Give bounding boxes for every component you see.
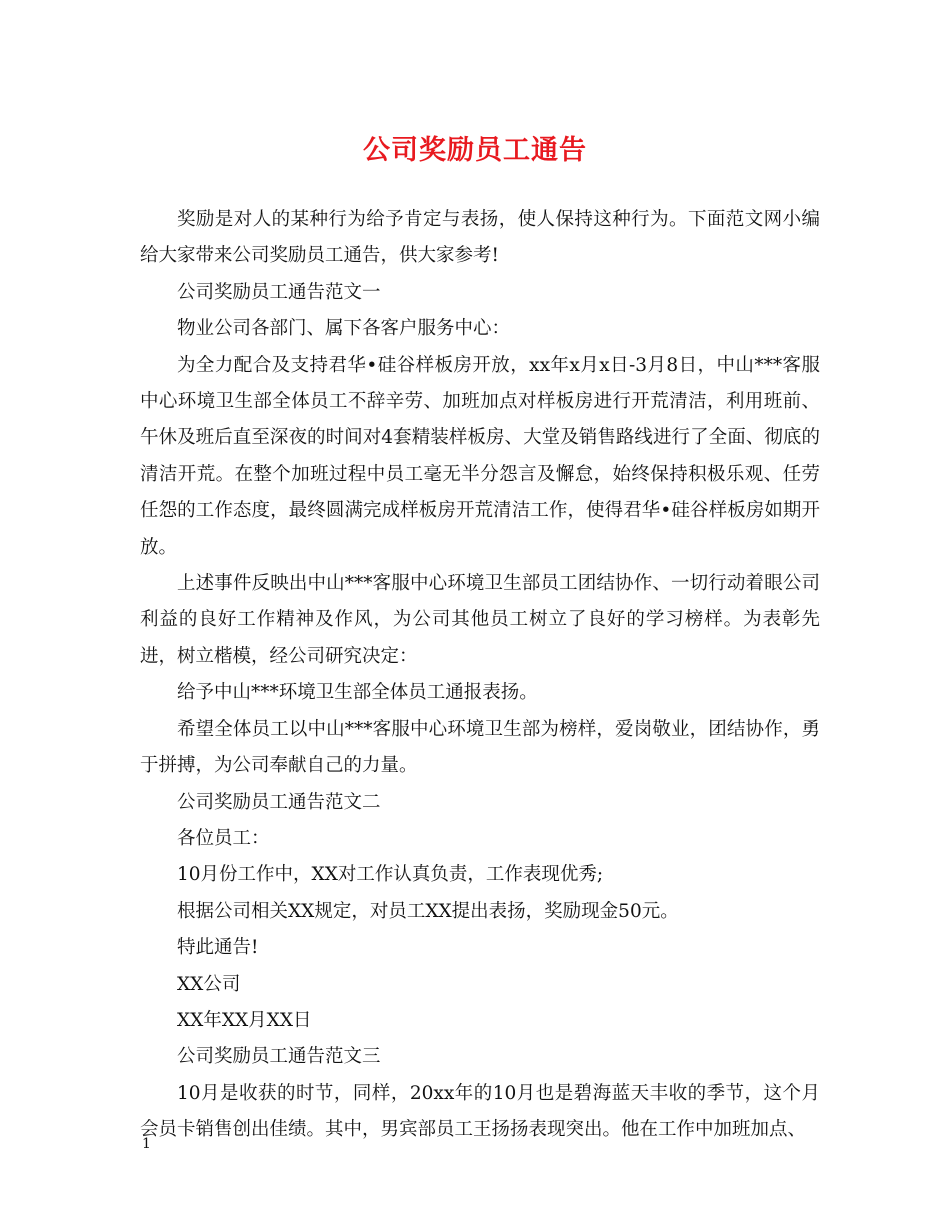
section-heading: 公司奖励员工通告范文三 — [177, 1046, 381, 1068]
salutation: 物业公司各部门、属下各客户服务中心： — [177, 318, 511, 340]
signature-date: XX年XX月XX日 — [177, 1009, 312, 1031]
signature-company: XX公司 — [177, 973, 241, 995]
paragraph: 根据公司相关XX规定，对员工XX提出表扬，奖励现金50元。 — [177, 900, 679, 922]
paragraph: 特此通告! — [177, 937, 259, 959]
paragraph: 上述事件反映出中山***客服中心环境卫生部员工团结协作、一切行动着眼公司利益的良好工作精神及作风，为公司其他员工树立了良好的学习榜样。为表彰先进，树立楷模，经公司研究决定： — [140, 573, 820, 667]
salutation: 各位员工： — [177, 827, 270, 849]
section-heading: 公司奖励员工通告范文一 — [177, 281, 381, 303]
paragraph: 10月份工作中，XX对工作认真负责，工作表现优秀; — [177, 864, 604, 886]
section-heading: 公司奖励员工通告范文二 — [177, 791, 381, 813]
document-title: 公司奖励员工通告 — [363, 135, 587, 166]
paragraph: 为全力配合及支持君华•硅谷样板房开放，xx年x月x日-3月8日，中山***客服中心环境卫生部全体员工不辞辛劳、加班加点对样板房进行开荒清洁，利用班前、午休及班后直至深夜的时间对4套精装样板房、大堂及销售路线进行了全面、彻底的清洁开荒。在整个加班过程中员工毫无半分怨言及懈怠，始终保持积极乐观、任劳任怨的工作态度，最终圆满完成样板房开荒清洁工作，使得君华•硅谷样板房如期开放。 — [140, 354, 820, 558]
page-number: 1 — [142, 1136, 151, 1152]
paragraph: 10月是收获的时节，同样，20xx年的10月也是碧海蓝天丰收的季节，这个月会员卡销售创出佳绩。其中，男宾部员工王扬扬表现突出。他在工作中加班加点、 — [140, 1082, 820, 1141]
document-body — [140, 202, 820, 1149]
paragraph: 奖励是对人的某种行为给予肯定与表扬，使人保持这种行为。下面范文网小编给大家带来公司奖励员工通告，供大家参考! — [140, 209, 820, 267]
paragraph: 给予中山***环境卫生部全体员工通报表扬。 — [177, 682, 538, 704]
paragraph: 希望全体员工以中山***客服中心环境卫生部为榜样，爱岗敬业，团结协作，勇于拼搏，为公司奉献自己的力量。 — [140, 718, 820, 777]
